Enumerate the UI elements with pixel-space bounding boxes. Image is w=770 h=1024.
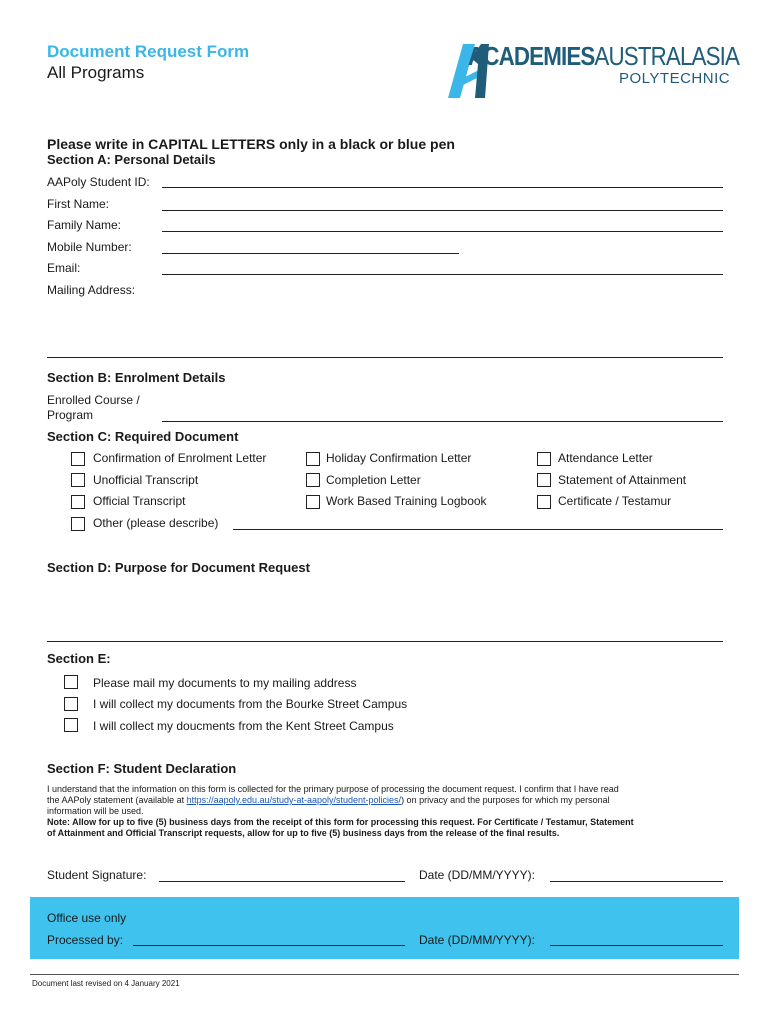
- family-name-label: Family Name:: [47, 218, 122, 232]
- course-program-field[interactable]: [162, 421, 723, 422]
- option-statement-of-attainment: Statement of Attainment: [558, 473, 687, 487]
- office-use-panel: [30, 897, 739, 959]
- declaration-line-1: I understand that the information on this form is collected for the primary purpose of processing the document request. I confirm that I have read: [47, 784, 619, 794]
- section-a-heading: Section A: Personal Details: [47, 152, 216, 167]
- other-describe-field[interactable]: [233, 529, 723, 530]
- processed-by-field[interactable]: [133, 945, 405, 946]
- student-signature-field[interactable]: [159, 881, 405, 882]
- option-bourke-street: I will collect my documents from the Bourke Street Campus: [93, 697, 408, 711]
- declaration-line-3: information will be used.: [47, 806, 144, 816]
- program-label: Program: [47, 408, 94, 422]
- option-holiday-confirmation: Holiday Confirmation Letter: [326, 451, 472, 465]
- office-date-field[interactable]: [550, 945, 723, 946]
- option-mail-documents: Please mail my documents to my mailing address: [93, 676, 357, 690]
- checkbox-bourke-street[interactable]: [64, 697, 78, 711]
- form-title: Document Request Form: [47, 42, 250, 61]
- office-use-heading: Office use only: [47, 911, 127, 925]
- checkbox-statement-of-attainment[interactable]: [537, 473, 551, 487]
- option-completion-letter: Completion Letter: [326, 473, 421, 487]
- mailing-address-label: Mailing Address:: [47, 283, 136, 297]
- option-confirmation-of-enrolment: Confirmation of Enrolment Letter: [93, 451, 267, 465]
- signature-date-label: Date (DD/MM/YYYY):: [419, 868, 536, 882]
- option-official-transcript: Official Transcript: [93, 494, 186, 508]
- checkbox-work-based-logbook[interactable]: [306, 495, 320, 509]
- declaration-line-2-post: ) on privacy and the purposes for which my personal: [401, 795, 610, 805]
- office-date-label: Date (DD/MM/YYYY):: [419, 933, 536, 947]
- first-name-field[interactable]: [162, 210, 723, 211]
- checkbox-mail-documents[interactable]: [64, 675, 78, 689]
- option-attendance-letter: Attendance Letter: [558, 451, 653, 465]
- option-unofficial-transcript: Unofficial Transcript: [93, 473, 199, 487]
- checkbox-unofficial-transcript[interactable]: [71, 473, 85, 487]
- checkbox-other[interactable]: [71, 517, 85, 531]
- instruction-text: Please write in CAPITAL LETTERS only in a black or blue pen: [47, 136, 455, 152]
- email-label: Email:: [47, 261, 81, 275]
- checkbox-certificate-testamur[interactable]: [537, 495, 551, 509]
- checkbox-kent-street[interactable]: [64, 718, 78, 732]
- option-certificate-testamur: Certificate / Testamur: [558, 494, 672, 508]
- option-other: Other (please describe): [93, 516, 219, 530]
- student-policies-link[interactable]: https://aapoly.edu.au/study-at-aapoly/student-policies/: [186, 795, 402, 805]
- checkbox-holiday-confirmation[interactable]: [306, 452, 320, 466]
- logo-polytechnic: POLYTECHNIC: [619, 70, 731, 87]
- checkbox-confirmation-of-enrolment[interactable]: [71, 452, 85, 466]
- checkbox-attendance-letter[interactable]: [537, 452, 551, 466]
- note-line-1: Note: Allow for up to five (5) business days from the receipt of this form for processing this request. For Certificate / Testamur, Statement: [47, 817, 634, 827]
- checkbox-official-transcript[interactable]: [71, 495, 85, 509]
- logo-wordmark: [468, 41, 739, 72]
- enrolled-course-label: Enrolled Course /: [47, 393, 140, 407]
- processed-by-label: Processed by:: [47, 933, 124, 947]
- mailing-address-field[interactable]: [47, 357, 723, 358]
- option-kent-street: I will collect my doucments from the Kent Street Campus: [93, 719, 394, 733]
- option-work-based-logbook: Work Based Training Logbook: [326, 494, 487, 508]
- section-d-heading: Section D: Purpose for Document Request: [47, 560, 310, 575]
- form-subtitle: All Programs: [47, 63, 145, 82]
- mobile-field[interactable]: [162, 253, 459, 254]
- mobile-label: Mobile Number:: [47, 240, 132, 254]
- footer-revision: Document last revised on 4 January 2021: [32, 979, 180, 988]
- logo-word-academies: ACADEMIES: [468, 41, 595, 71]
- student-id-label: AAPoly Student ID:: [47, 175, 150, 189]
- section-c-heading: Section C: Required Document: [47, 429, 239, 444]
- checkbox-completion-letter[interactable]: [306, 473, 320, 487]
- declaration-line-2: [47, 795, 737, 806]
- footer-divider: [30, 974, 739, 975]
- first-name-label: First Name:: [47, 197, 110, 211]
- student-signature-label: Student Signature:: [47, 868, 147, 882]
- declaration-text: [47, 784, 737, 839]
- section-e-heading: Section E:: [47, 651, 111, 666]
- section-b-heading: Section B: Enrolment Details: [47, 370, 226, 385]
- purpose-field[interactable]: [47, 641, 723, 642]
- email-field[interactable]: [162, 274, 723, 275]
- student-id-field[interactable]: [162, 187, 723, 188]
- family-name-field[interactable]: [162, 231, 723, 232]
- note-line-2: of Attainment and Official Transcript requests, allow for up to five (5) business days from the release of the final results.: [47, 828, 560, 838]
- declaration-line-2-pre: the AAPoly statement (available at: [47, 795, 187, 805]
- signature-date-field[interactable]: [550, 881, 723, 882]
- logo-word-australasia: AUSTRALASIA: [594, 41, 740, 71]
- section-f-heading: Section F: Student Declaration: [47, 761, 237, 776]
